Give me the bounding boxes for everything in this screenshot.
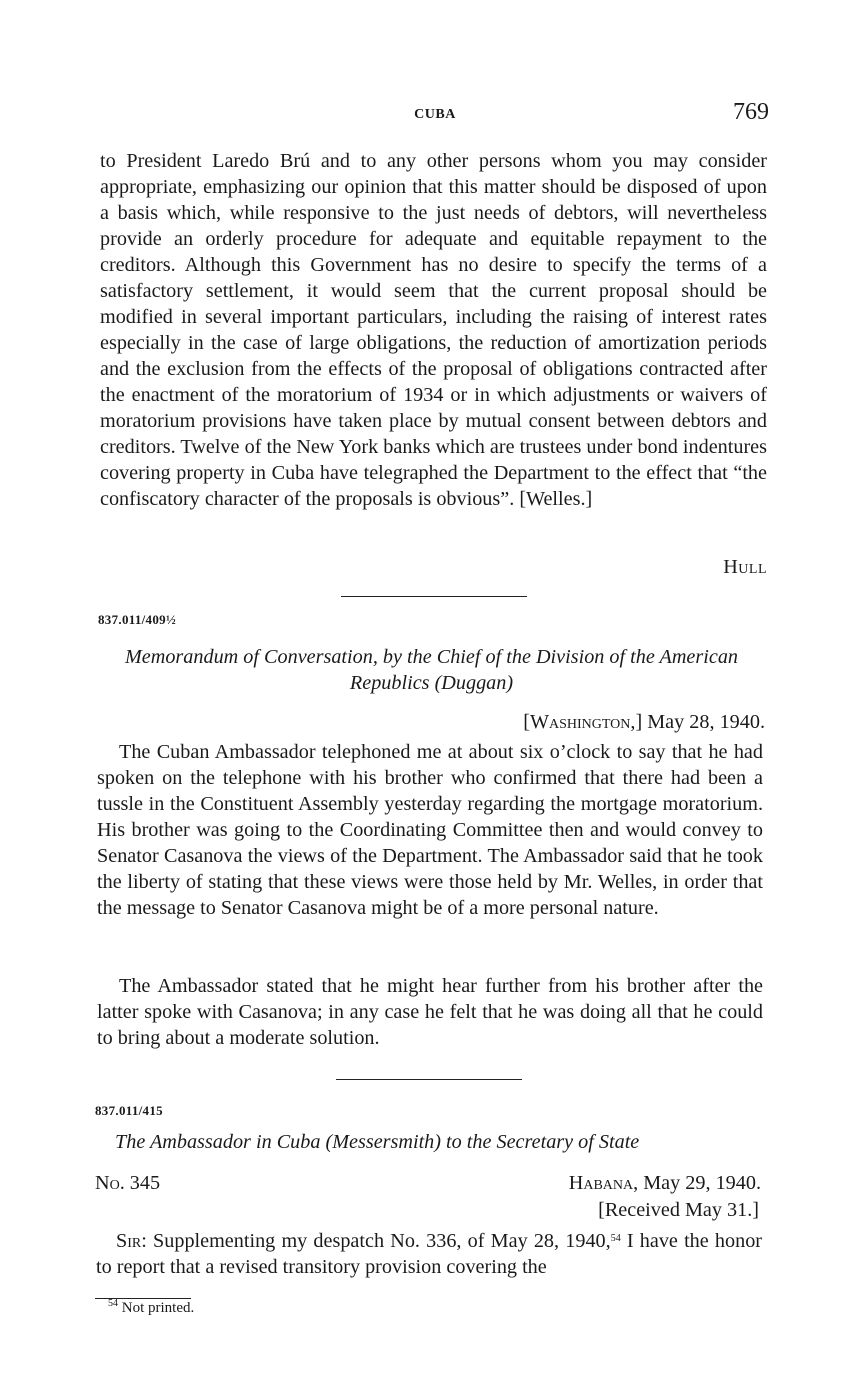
memo-place: Washington <box>529 711 631 733</box>
page-number: 769 <box>733 99 769 125</box>
memo-paragraph-1: The Cuban Ambassador telephoned me at about six o’clock to say that he had spoken on the telephone with his brother who confirmed that there had been a tussle in the Constituent Assembly yesterday regarding the mortgage moratorium. His brother was going to the Coordinating Committee then and would convey to Senator Casanova the views of the Department. The Ambassador said that he took the liberty of stating that these views were those held by Mr. Welles, in order that the message to Senator Casanova might be of a more personal nature. <box>97 741 763 919</box>
despatch-body-end: I have the honor to report that a revised transitory provision covering the <box>96 1230 763 1278</box>
footnote-text: Not printed. <box>121 1300 195 1316</box>
despatch-title: The Ambassador in Cuba (Messersmith) to the Secretary of State <box>115 1131 640 1153</box>
footnote-mark: 54 <box>108 1298 118 1309</box>
salutation: Sir <box>116 1230 142 1252</box>
file-number-memo: 837.011/409½ <box>98 612 176 627</box>
continuation-paragraph: to President Laredo Brú and to any other persons whom you may consider appropriate, emphasizing our opinion that this matter should be disposed of upon a basis which, while responsive to the just needs of debtors, will nevertheless provide an orderly procedure for adequate and equitable repayment to the creditors. Although this Government has no desire to specify the terms of a satisfactory settlement, it would seem that the current proposal should be modified in several important particulars, including the raising of interest rates especially in the case of large obligations, the reduction of amortization periods and the exclusion from the effects of the proposal of obligations contracted after the enactment of the moratorium of 1934 or in which adjustments or waivers of moratorium provisions have taken place by mutual consent between debtors and creditors. Twelve of the New York banks which are trustees under bond indentures covering property in Cuba have telegraphed the Department to the effect that “the confiscatory character of the proposals is obvious”. [Welles.] <box>100 150 767 510</box>
despatch-dateline: Habana, May 29, 1940. <box>568 1172 761 1194</box>
despatch-received: [Received May 31.] <box>598 1199 759 1221</box>
despatch-place: Habana <box>568 1172 634 1194</box>
file-number-despatch: 837.011/415 <box>95 1103 163 1118</box>
despatch-date: May 29, 1940. <box>643 1172 761 1194</box>
despatch-body-start: Supplementing my despatch No. 336, of May 28, 1940, <box>153 1230 611 1252</box>
memo-date: May 28, 1940. <box>647 711 765 733</box>
memo-dateline: [Washington,] May 28, 1940. <box>523 711 765 733</box>
memo-title: Memorandum of Conversation, by the Chief of the Division of the American Republics (Duggan) <box>124 646 739 694</box>
section-divider <box>336 1079 522 1080</box>
section-divider <box>341 596 527 597</box>
footnote-ref: 54 <box>610 1233 621 1244</box>
running-head-title: CUBA <box>414 107 456 122</box>
signature-hull: Hull <box>723 556 767 578</box>
despatch-number: No. 345 <box>95 1172 161 1194</box>
memo-paragraph-2: The Ambassador stated that he might hear further from his brother after the latter spoke with Casanova; in any case he felt that he was doing all that he could to bring about a moderate solution. <box>97 975 763 1049</box>
despatch-paragraph: Sir: Supplementing my despatch No. 336, of May 28, 1940,54 I have the honor to report that a revised transitory provision covering the <box>96 1230 763 1278</box>
footnote <box>108 1300 194 1317</box>
